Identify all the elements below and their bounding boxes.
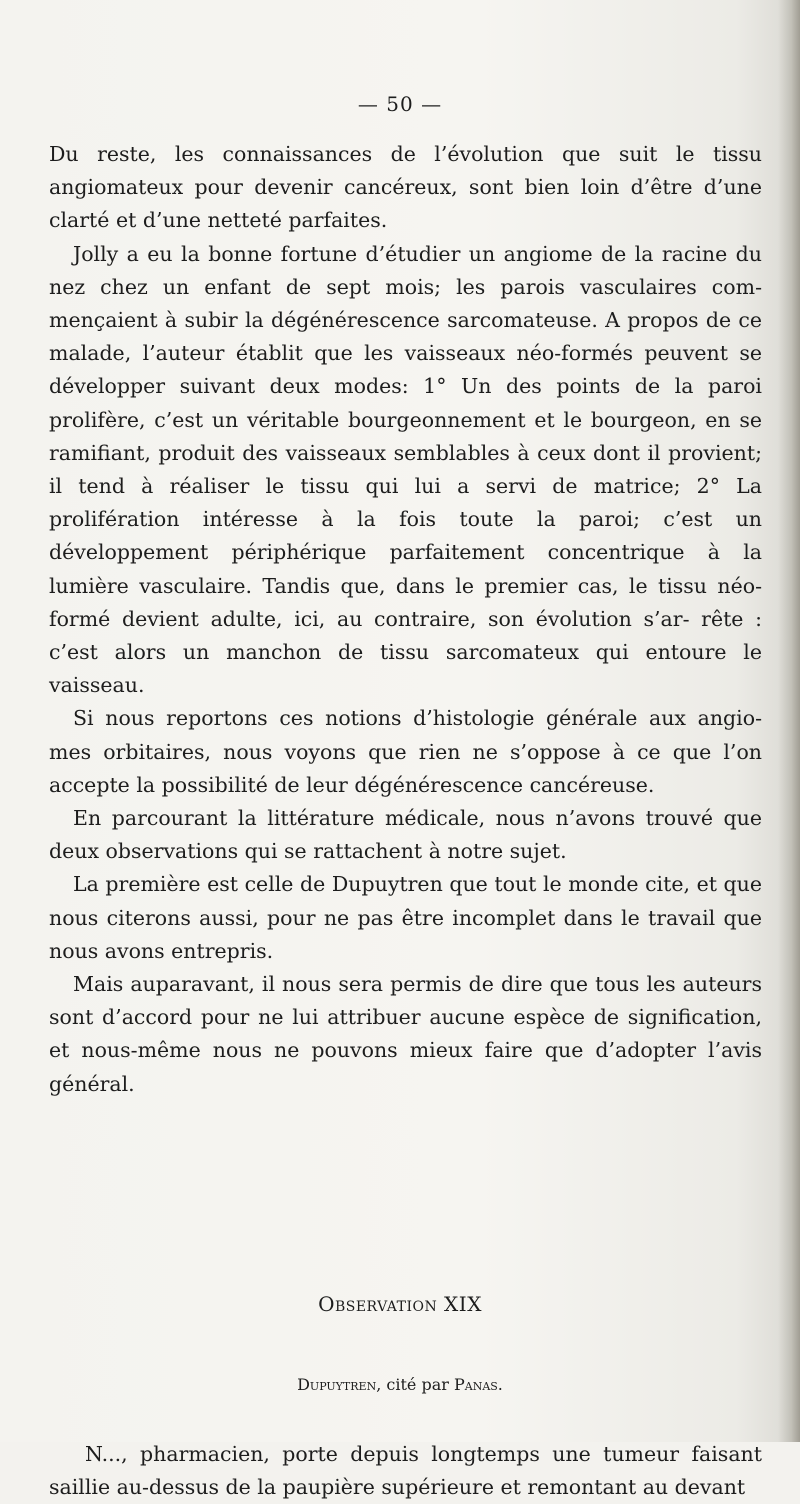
paragraph: N..., pharmacien, porte depuis longtemps une tumeur faisant saillie au-dessus de la paupière supérieure et remontant au devant [49,1442,762,1500]
paragraph: Jolly a eu la bonne fortune d’étudier un angiome de la racine du nez chez un enfant de sept mois; les parois vasculaires com- mençaient à subir la dégénérescence sarcomateuse. A propos de ce malade, l’auteur établit que les vaisseaux néo-formés peuvent se développer suivant deux modes: 1° Un des points de la paroi prolifère, c’est un véritable bourgeonnement et le bourgeon, en se ramifiant, produit des vaisseaux semblables à ceux dont il provient; il tend à réaliser le tissu qui lui a servi de matrice; 2° La prolifération intéresse à la fois toute la paroi; c’est un développement périphérique parfaitement concentrique à la lumière vasculaire. Tandis que, dans le premier cas, le tissu néo-formé devient adulte, ici, au contraire, son évolution s’ar- rête : c’est alors un manchon de tissu sarcomateux qui entoure le vaisseau. [49,241,762,698]
observation-source: Panas. [453,1375,503,1394]
paragraph: La première est celle de Dupuytren que tout le monde cite, et que nous citerons aussi, pour ne pas être incomplet dans le travail que nous avons entrepris. [49,872,762,963]
paragraph: Du reste, les connaissances de l’évolution que suit le tissu angiomateux pour devenir cancéreux, sont bien loin d’être d’une clarté et d’une netteté parfaites. [49,142,762,233]
observation-subtitle [0,1375,800,1394]
observation-cited: cité par [386,1375,449,1394]
paragraph: Si nous reportons ces notions d’histologie générale aux angio- mes orbitaires, nous voyons que rien ne s’oppose à ce que l’on accepte la possibilité de leur dégénérescence cancéreuse. [49,706,762,797]
observation-title: Observation XIX [318,1292,482,1316]
observation-author: Dupuytren, [297,1375,382,1394]
observation-text [49,1438,762,1504]
page-edge-shadow [778,0,800,1442]
paragraph: Mais auparavant, il nous sera permis de dire que tous les auteurs sont d’accord pour ne lui attribuer aucune espèce de signification, et nous-même nous ne pouvons mieux faire que d’adopter l’avis général. [49,972,762,1096]
page-number: — 50 — [357,92,443,116]
paragraph: En parcourant la littérature médicale, nous n’avons trouvé que deux observations qui se rattachent à notre sujet. [49,806,762,864]
body-text [49,138,762,1101]
